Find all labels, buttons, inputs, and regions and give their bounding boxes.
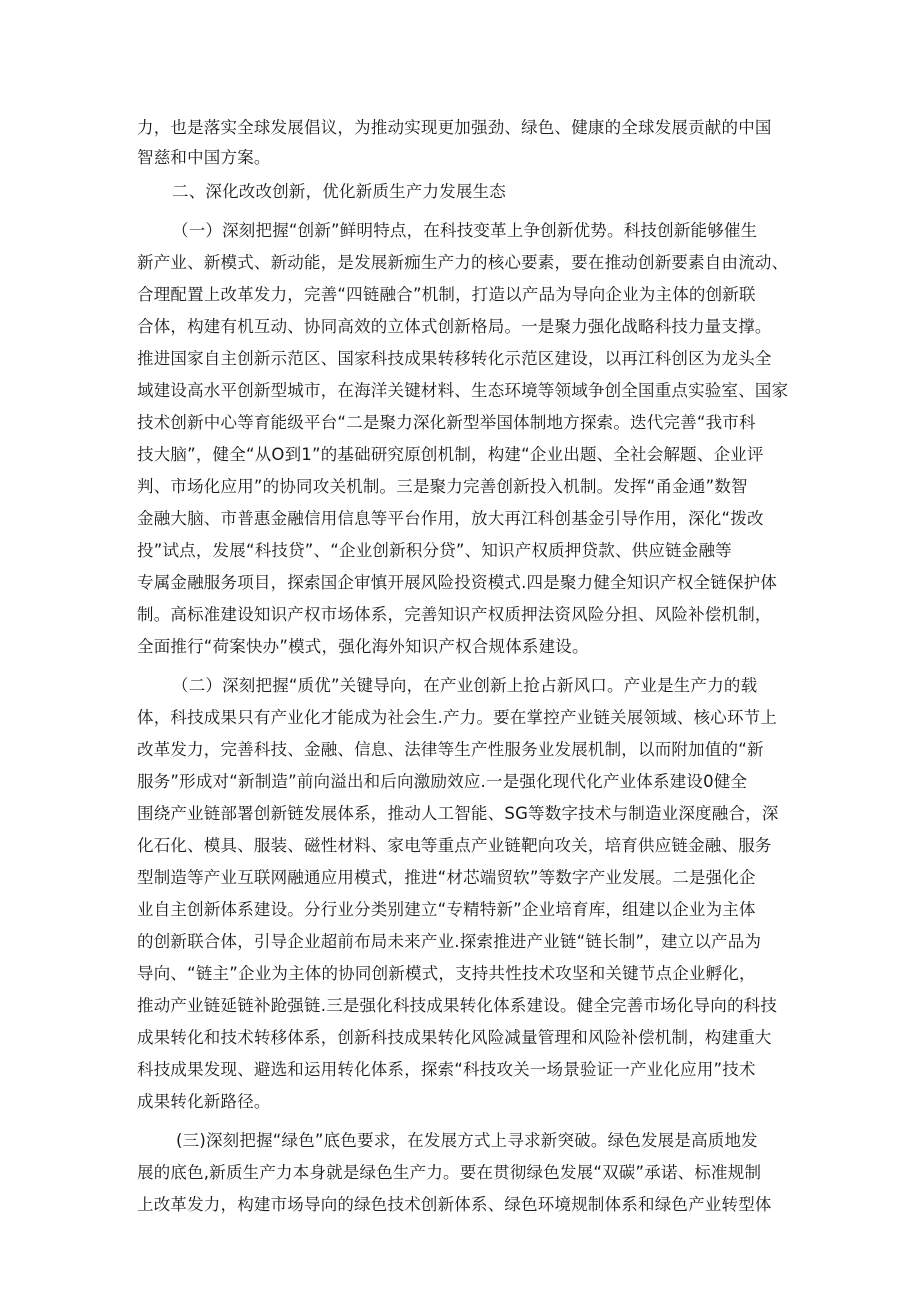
text-line: 成果转化新路径。 — [137, 1092, 271, 1111]
text-line: 科技成果发现、避选和运用转化体系，探索“科技攻关一场景验证一产业化应用”技术 — [137, 1060, 756, 1079]
section-heading: 二、深化改改创新，优化新质生产力发展生态 — [172, 182, 506, 201]
text-line: 导向、“链主”企业为主体的协同创新模式，支持共性技术攻坚和关键节点企业孵化， — [137, 964, 756, 983]
text-line: 技大脑”，健全“从O到1”的基础研究原创机制，构建“企业出题、全社会解题、企业评 — [137, 445, 764, 464]
text-line: 推动产业链延链补跄强链.三是强化科技成果转化体系建设。健全完善市场化导向的科技 — [137, 996, 778, 1015]
text-line: 业自主创新体系建设。分行业分类别建立“专精特新”企业培育库，组建以企业为主体 — [137, 900, 756, 919]
text-line: 新产业、新模式、新动能，是发展新痂生产力的核心要素，要在推动创新要素自由流动、 — [137, 253, 789, 272]
text-line: 服务”形成对“新制造”前向溢出和后向激励效应.一是强化现代化产业体系建设0健全 — [137, 772, 748, 791]
text-line: 域建设高水平创新型城市，在海洋关键材料、生态环境等领域争创全国重点实验室、国家 — [137, 381, 789, 400]
text-line: 制。高标准建设知识产权市场体系，完善知识产权质押法资风险分担、风险补偿机制， — [137, 605, 772, 624]
text-line: （二）深刻把握“质优”关键导向，在产业创新上抢占新风口。产业是生产力的载 — [172, 676, 758, 695]
text-line: 成果转化和技术转移体系，创新科技成果转化风险减量管理和风险补偿机制，构建重大 — [137, 1028, 772, 1047]
text-line: 智慈和中国方案。 — [137, 148, 271, 167]
text-line: 合理配置上改革发力，完善“四链融合”机制，打造以产品为导向企业为主体的创新联 — [137, 285, 756, 304]
text-line: 型制造等产业互联网融通应用模式，推进“材芯端贸软”等数字产业发展。二是强化企 — [137, 868, 756, 887]
text-line: 合体，构建有机互动、协同高效的立体式创新格局。一是聚力强化战略科技力量支撑。 — [137, 317, 772, 336]
text-line: 围绕产业链部署创新链发展体系，推动人工智能、SG等数字技术与制造业深度融合，深 — [137, 804, 779, 823]
text-line: 上改革发力，构建市场导向的绿色技术创新体系、绿色环境规制体系和绿色产业转型体 — [137, 1195, 772, 1214]
text-line: 推进国家自主创新示范区、国家科技成果转移转化示范区建设，以再江科创区为龙头全 — [137, 349, 772, 368]
text-line: 化石化、模具、服装、磁性材料、家电等重点产业链靶向攻关，培育供应链金融、服务 — [137, 836, 772, 855]
text-line: 展的底色,新质生产力本身就是绿色生产力。要在贯彻绿色发展“双碳”承诺、标准规制 — [137, 1163, 762, 1182]
text-line: （一）深刻把握“创新”鲜明特点，在科技变革上争创新优势。科技创新能够催生 — [172, 221, 758, 240]
text-line: 的创新联合体，引导企业超前布局未来产业.探索推进产业链“链长制”，建立以产品为 — [137, 932, 762, 951]
text-line: (三)深刻把握“绿色”底色要求，在发展方式上寻求新突破。绿色发展是高质地发 — [176, 1131, 758, 1150]
text-line: 体，科技成果只有产业化才能成为社会生.产力。要在掌控产业链关展领域、核心环节上 — [137, 708, 778, 727]
text-line: 金融大脑、市普惠金融信用信息等平台作用，放大再江科创基金引导作用，深化“拨改 — [137, 509, 764, 528]
text-line: 专属金融服务项目，探索国企审慎开展风险投资模式.四是聚力健全知识产权全链保护体 — [137, 573, 778, 592]
text-line: 技术创新中心等育能级平台“二是聚力深化新型举国体制地方探索。迭代完善“我市科 — [137, 413, 756, 432]
text-line: 改革发力，完善科技、金融、信息、法律等生产性服务业发展机制，以而附加值的“新 — [137, 740, 764, 759]
text-line: 判、市场化应用”的协同攻关机制。三是聚力完善创新投入机制。发挥“甬金通”数智 — [137, 477, 748, 496]
text-line: 力，也是落实全球发展倡议，为推动实现更加强劲、绿色、健康的全球发展贡献的中国 — [137, 118, 772, 137]
text-line: 全面推行“荷案快办”模式，强化海外知识产权合规体系建设。 — [137, 637, 589, 656]
text-line: 投”试点，发展“科技贷”、“企业创新积分贷”、知识产权质押贷款、供应链金融等 — [137, 541, 732, 560]
